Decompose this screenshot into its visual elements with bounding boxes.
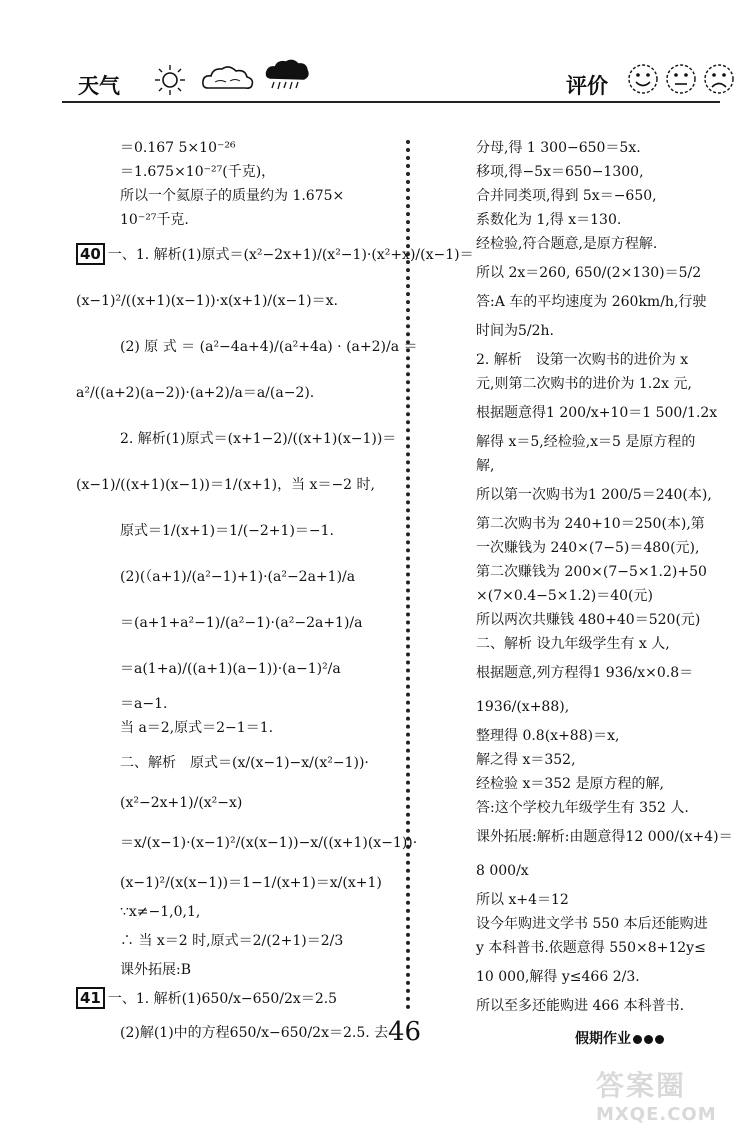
answer-line: ×(7×0.4−5×1.2)＝40(元) (476, 588, 653, 604)
answer-line: 2. 解析 设第一次购书的进价为 x (476, 352, 689, 368)
brand-label: 假期作业 (575, 1028, 664, 1048)
answer-line: 所以 x+4＝12 (476, 892, 569, 908)
question-number-badge: 41 (76, 987, 105, 1009)
rating-label: 评价 (566, 74, 608, 98)
rain-cloud-icon (264, 58, 310, 94)
answer-line: 40 一、1. 解析(1)原式＝(x²−2x+1)/(x²−1)·(x²+x)/(x−1)＝ (76, 232, 394, 278)
answer-line: 经检验,符合题意,是原方程解. (476, 236, 658, 252)
smile-face-icon (626, 62, 660, 96)
answer-line: 1936/(x+88), (476, 699, 570, 715)
answer-line: a²/((a+2)(a−2))·(a+2)/a＝a/(a−2). (76, 385, 315, 401)
answer-line: (x−1)²/((x+1)(x−1))·x(x+1)/(x−1)＝x. (76, 293, 338, 309)
answer-line: 10⁻²⁷千克. (120, 212, 189, 228)
answer-line: 元,则第二次购书的进价为 1.2x 元, (476, 376, 692, 392)
answer-line: 整理得 0.8(x+88)＝x, (476, 728, 620, 744)
answer-line: (x²−2x+1)/(x²−x) (120, 795, 243, 811)
answer-line: ＝(a+1+a²−1)/(a²−1)·(a²−2a+1)/a (120, 615, 363, 631)
answer-line: (2) 原 式 ＝ (a²−4a+4)/(a²+4a) · (a+2)/a ＝ (120, 339, 418, 355)
answer-line: 第二次赚钱为 200×(7−5×1.2)+50 (476, 564, 707, 580)
answer-line: 所以一个氦原子的质量约为 1.675× (120, 188, 345, 204)
answer-line: 答:A 车的平均速度为 260km/h,行驶 (476, 294, 707, 310)
answer-line: ＝a−1. (120, 696, 168, 712)
answer-line: 2. 解析(1)原式＝(x+1−2)/((x+1)(x−1))＝ (120, 431, 397, 447)
answer-line: 当 a＝2,原式＝2−1＝1. (120, 720, 274, 736)
cloud-icon (200, 62, 256, 94)
answer-line: 所以 2x＝260, 650/(2×130)＝5/2 (476, 265, 702, 281)
answer-line: ＝x/(x−1)·(x−1)²/(x(x−1))−x/((x+1)(x−1))· (120, 835, 418, 851)
answer-line: 根据题意得1 200/x+10＝1 500/1.2x (476, 405, 718, 421)
answer-line: y 本科普书.依题意得 550×8+12y≤ (476, 940, 706, 956)
right-column (476, 136, 744, 1018)
answer-line: 所以第一次购书为1 200/5＝240(本), (476, 487, 712, 503)
answer-line: 8 000/x (476, 863, 529, 879)
sun-icon (150, 62, 190, 98)
answer-line: 系数化为 1,得 x＝130. (476, 212, 622, 228)
sad-face-icon (702, 62, 736, 96)
answer-line: 时间为5/2h. (476, 323, 554, 339)
answer-line: 原式＝1/(x+1)＝1/(−2+1)＝−1. (120, 523, 334, 539)
column-divider (406, 140, 410, 1010)
dot-icon (633, 1035, 642, 1044)
answer-line: (x−1)/((x+1)(x−1))＝1/(x+1)，当 x＝−2 时, (76, 477, 375, 493)
answer-line: (2)解(1)中的方程650/x−650/2x＝2.5. 去 (120, 1025, 389, 1041)
answer-line: 41 一、1. 解析(1)650/x−650/2x＝2.5 (76, 982, 394, 1016)
answer-line: 解得 x＝5,经检验,x＝5 是原方程的 (476, 434, 696, 450)
answer-line: 二、解析 设九年级学生有 x 人, (476, 636, 670, 652)
answer-line: 根据题意,列方程得1 936/x×0.8＝ (476, 665, 694, 681)
answer-line: 分母,得 1 300−650＝5x. (476, 140, 641, 156)
answer-line: 解之得 x＝352, (476, 752, 576, 768)
answer-line: ∴ 当 x＝2 时,原式＝2/(2+1)＝2/3 (120, 933, 344, 949)
answer-line: 经检验 x＝352 是原方程的解, (476, 776, 664, 792)
answer-line: 答:这个学校九年级学生有 352 人. (476, 800, 689, 816)
weather-label: 天气 (78, 74, 120, 98)
question-number-badge: 40 (76, 243, 105, 265)
dot-icon (644, 1035, 653, 1044)
dot-icon (655, 1035, 664, 1044)
answer-line: (2)(（a+1)/(a²−1)+1)·(a²−2a+1)/a (120, 569, 356, 585)
answer-line: 移项,得−5x＝650−1300, (476, 164, 644, 180)
answer-line: 课外拓展:B (120, 962, 192, 978)
answer-line: 10 000,解得 y≤466 2/3. (476, 969, 640, 985)
answer-line: 一次赚钱为 240×(7−5)＝480(元), (476, 540, 700, 556)
answer-line: 合并同类项,得到 5x＝−650, (476, 188, 657, 204)
answer-line: 二、解析 原式＝(x/(x−1)−x/(x²−1))· (120, 755, 369, 771)
page-number: 46 (388, 1017, 422, 1047)
answer-line: ＝0.167 5×10⁻²⁶ (120, 140, 236, 156)
answer-line: ＝a(1+a)/((a+1)(a−1))·(a−1)²/a (120, 661, 341, 677)
header-divider (62, 101, 720, 103)
answer-line: (x−1)²/(x(x−1))＝1−1/(x+1)＝x/(x+1) (120, 875, 382, 891)
answer-line: ∵x≠−1,0,1, (120, 904, 201, 920)
answer-line: 所以两次共赚钱 480+40＝520(元) (476, 612, 701, 628)
answer-line: ＝1.675×10⁻²⁷(千克)， (120, 164, 276, 180)
neutral-face-icon (664, 62, 698, 96)
answer-line: 设今年购进文学书 550 本后还能购进 (476, 916, 708, 932)
answer-line: 所以至多还能购进 466 本科普书. (476, 998, 685, 1014)
watermark-logo: 答案圈 MXQE.COM (596, 1069, 717, 1125)
answer-line: 第二次购书为 240+10＝250(本),第 (476, 516, 705, 532)
answer-line: 解, (476, 458, 495, 474)
answer-line: 课外拓展:解析:由题意得12 000/(x+4)＝ (476, 829, 733, 845)
